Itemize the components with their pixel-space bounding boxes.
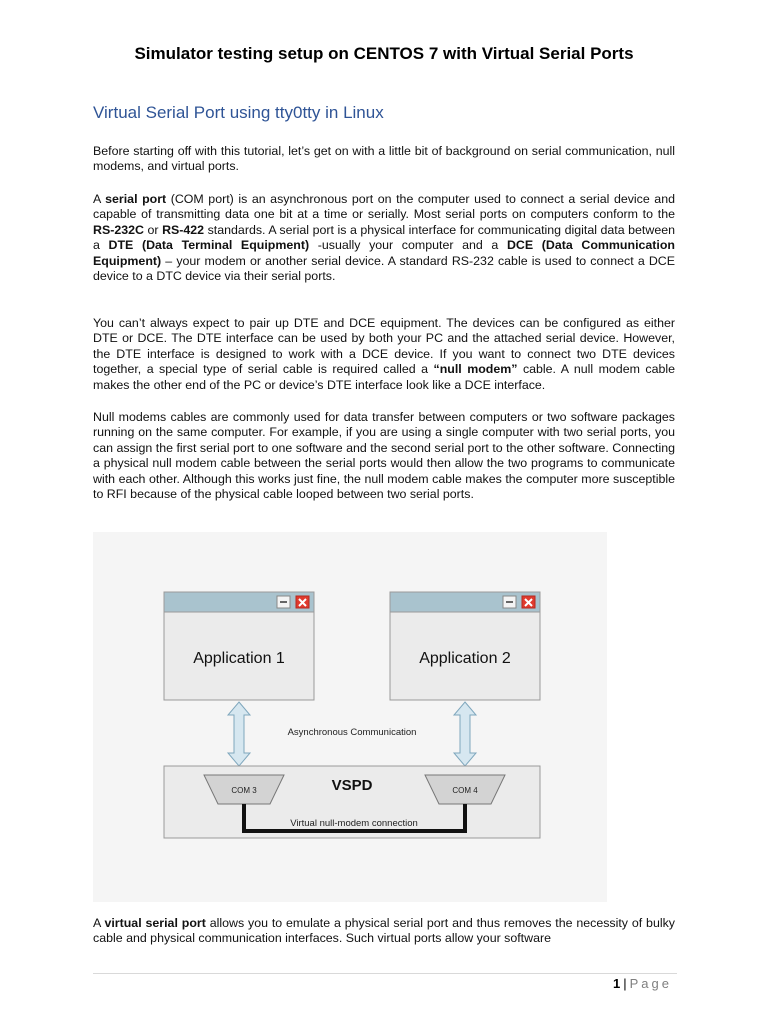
page-label: Page [629, 976, 672, 991]
paragraph-virtual-port: A virtual serial port allows you to emulate a physical serial port and thus removes the necessity of bulky cable and physical communication interfaces. Such virtual ports allow your software [93, 916, 675, 946]
paragraph-null-modem: Null modems cables are commonly used for data transfer between computers or two software packages running on the same computer. For example, if you are using a single computer with two serial ports, you can assign the first serial port to one software and the second serial port to the other software. Connecting a physical null modem cable between the serial ports would then allow the two programs to communicate with each other. Although this works just fine, the null modem cable makes the computer more susceptible to RFI because of the physical cable looped between two serial ports. [93, 410, 675, 502]
paragraph-serial-port: A serial port (COM port) is an asynchronous port on the computer used to connect a serial device and capable of transmitting data one bit at a time or serially. Most serial ports on computers conform to the RS-232C or RS-422 standards. A serial port is a physical interface for communicating digital data between a DTE (Data Terminal Equipment) -usually your computer and a DCE (Data Communication Equipment) – your modem or another serial device. A standard RS-232 cable is used to connect a DCE device to a DTC device via their serial ports. [93, 192, 676, 284]
com4-label: COM 4 [452, 786, 478, 795]
application-2-label: Application 2 [419, 650, 511, 667]
com3-label: COM 3 [231, 786, 257, 795]
page-footer [560, 976, 672, 991]
application-1-window [164, 592, 314, 700]
footer-divider [93, 973, 677, 974]
vspd-diagram [93, 532, 607, 902]
vspd-label: VSPD [331, 777, 373, 794]
application-2-window [390, 592, 540, 700]
page-number: 1 [613, 976, 621, 991]
diagram-background [93, 532, 607, 902]
paragraph-intro: Before starting off with this tutorial, let’s get on with a little bit of background on serial communication, null modems, and virtual ports. [93, 144, 675, 174]
application-1-label: Application 1 [193, 650, 285, 667]
async-communication-label: Asynchronous Communication [287, 727, 417, 738]
footer-separator: | [623, 976, 627, 991]
null-modem-label: Virtual null-modem connection [290, 818, 418, 829]
document-title: Simulator testing setup on CENTOS 7 with Virtual Serial Ports [134, 44, 634, 63]
paragraph-dte-dce: You can’t always expect to pair up DTE and DCE equipment. The devices can be configured as either DTE or DCE. The DTE interface can be used by both your PC and the attached serial device. However, the DTE interface is designed to work with a DCE device. If you want to connect two DTE devices together, a special type of serial cable is required called a “null modem” cable. A null modem cable makes the other end of the PC or device’s DTE interface look like a DCE interface. [93, 316, 676, 392]
section-heading: Virtual Serial Port using tty0tty in Linux [93, 103, 384, 122]
